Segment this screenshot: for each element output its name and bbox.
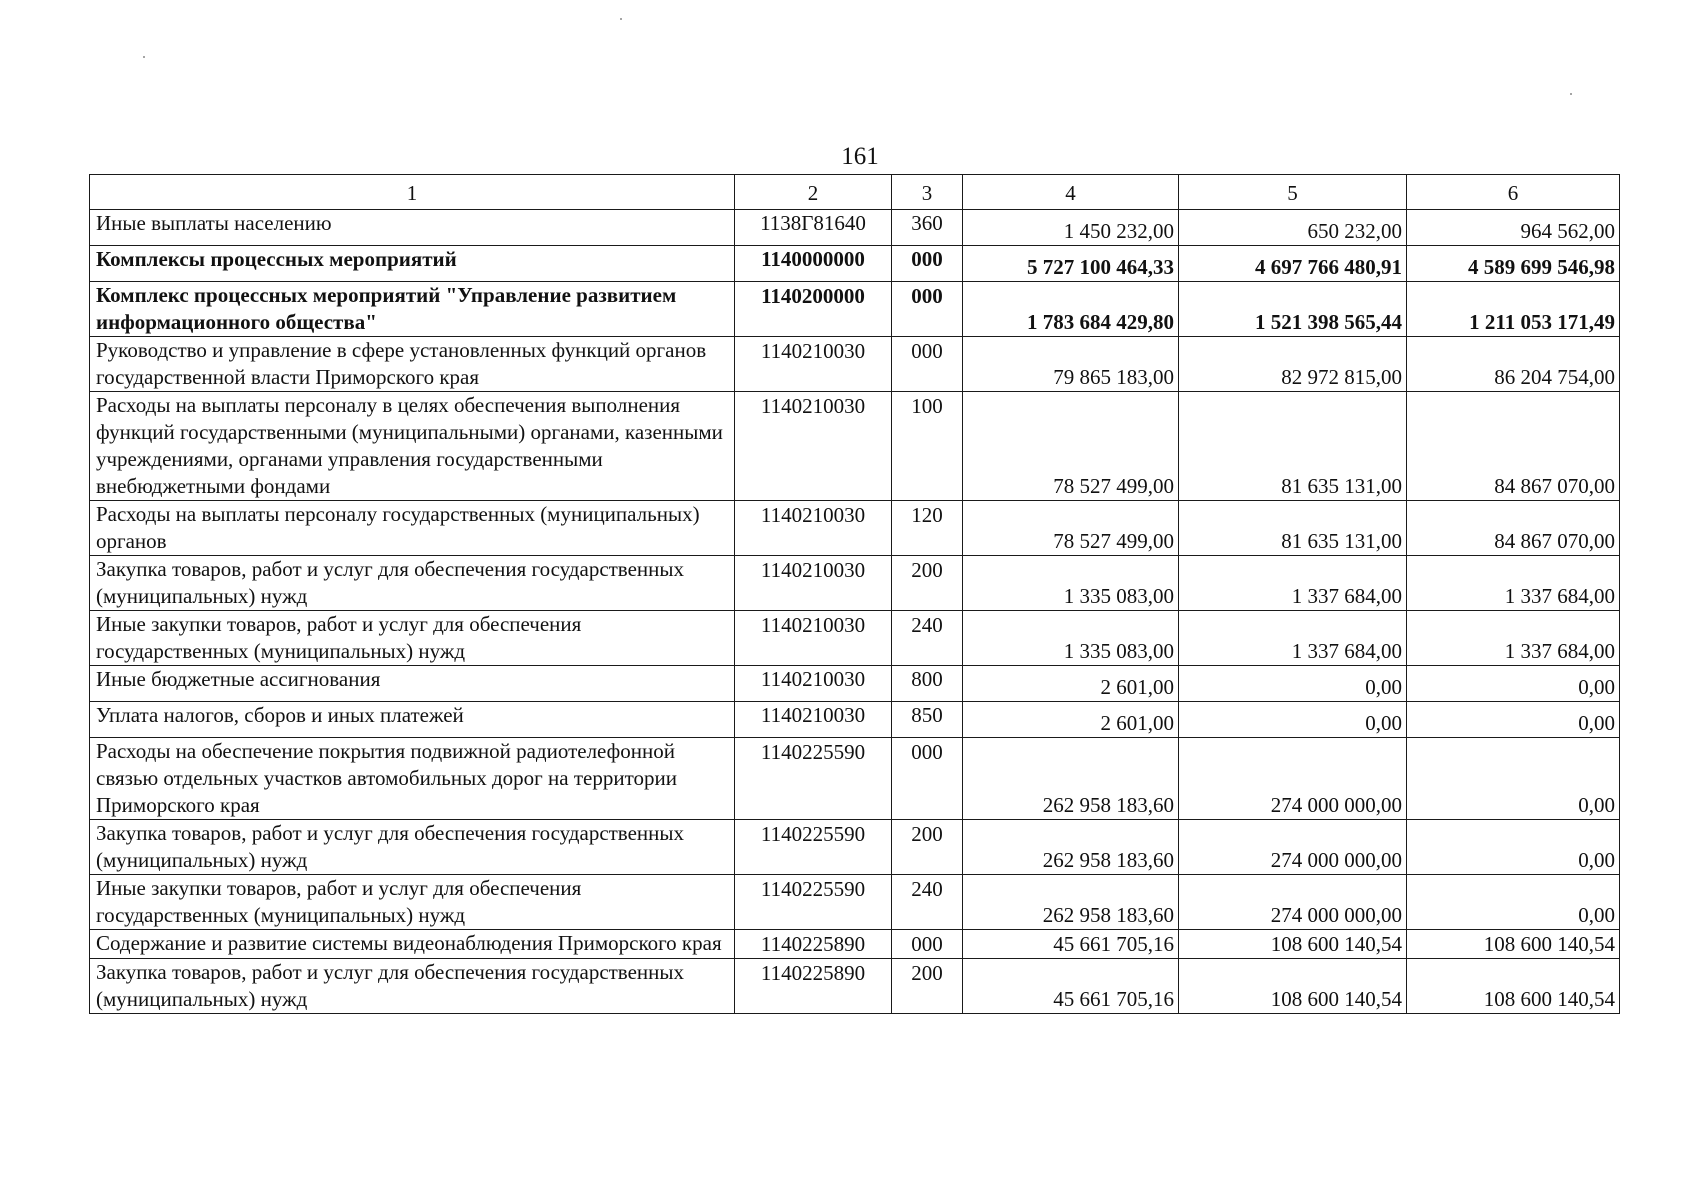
row-amount-col5: 1 337 684,00 bbox=[1179, 556, 1407, 611]
row-amount-col6: 0,00 bbox=[1407, 666, 1620, 702]
row-amount-col5: 1 521 398 565,44 bbox=[1179, 282, 1407, 337]
row-amount-col4: 1 335 083,00 bbox=[963, 611, 1179, 666]
row-code: 1140200000 bbox=[735, 282, 892, 337]
row-expense-type: 240 bbox=[892, 611, 963, 666]
row-name: Расходы на выплаты персоналу в целях обеспечения выполнения функций государственными (муниципальными) органами, казенными учреждениями, органами управления государственными внебюджетными фондами bbox=[90, 392, 735, 501]
table-row bbox=[90, 392, 1620, 501]
row-code: 1140210030 bbox=[735, 556, 892, 611]
row-amount-col4: 5 727 100 464,33 bbox=[963, 246, 1179, 282]
column-header: 6 bbox=[1407, 175, 1620, 210]
row-expense-type: 000 bbox=[892, 930, 963, 959]
row-amount-col5: 4 697 766 480,91 bbox=[1179, 246, 1407, 282]
table-row bbox=[90, 337, 1620, 392]
row-name: Комплексы процессных мероприятий bbox=[90, 246, 735, 282]
row-amount-col4: 45 661 705,16 bbox=[963, 930, 1179, 959]
row-amount-col6: 0,00 bbox=[1407, 738, 1620, 820]
row-expense-type: 360 bbox=[892, 210, 963, 246]
budget-table bbox=[89, 174, 1620, 1014]
row-name: Закупка товаров, работ и услуг для обеспечения государственных (муниципальных) нужд bbox=[90, 820, 735, 875]
row-expense-type: 240 bbox=[892, 875, 963, 930]
row-name: Иные закупки товаров, работ и услуг для обеспечения государственных (муниципальных) нужд bbox=[90, 611, 735, 666]
row-amount-col4: 262 958 183,60 bbox=[963, 820, 1179, 875]
column-header: 1 bbox=[90, 175, 735, 210]
row-amount-col4: 45 661 705,16 bbox=[963, 959, 1179, 1014]
row-amount-col5: 81 635 131,00 bbox=[1179, 501, 1407, 556]
row-amount-col6: 84 867 070,00 bbox=[1407, 392, 1620, 501]
row-amount-col5: 82 972 815,00 bbox=[1179, 337, 1407, 392]
row-amount-col4: 262 958 183,60 bbox=[963, 738, 1179, 820]
row-code: 1140210030 bbox=[735, 666, 892, 702]
row-amount-col5: 81 635 131,00 bbox=[1179, 392, 1407, 501]
table-row bbox=[90, 666, 1620, 702]
row-amount-col5: 108 600 140,54 bbox=[1179, 959, 1407, 1014]
row-code: 1140225590 bbox=[735, 875, 892, 930]
column-header: 3 bbox=[892, 175, 963, 210]
row-name: Иные закупки товаров, работ и услуг для обеспечения государственных (муниципальных) нужд bbox=[90, 875, 735, 930]
row-code: 1140210030 bbox=[735, 392, 892, 501]
column-header: 5 bbox=[1179, 175, 1407, 210]
table-row bbox=[90, 930, 1620, 959]
row-amount-col6: 1 337 684,00 bbox=[1407, 611, 1620, 666]
row-amount-col6: 1 337 684,00 bbox=[1407, 556, 1620, 611]
row-expense-type: 000 bbox=[892, 282, 963, 337]
row-name: Закупка товаров, работ и услуг для обеспечения государственных (муниципальных) нужд bbox=[90, 959, 735, 1014]
row-amount-col6: 84 867 070,00 bbox=[1407, 501, 1620, 556]
table-row bbox=[90, 738, 1620, 820]
row-amount-col4: 78 527 499,00 bbox=[963, 392, 1179, 501]
row-expense-type: 200 bbox=[892, 959, 963, 1014]
table-row bbox=[90, 875, 1620, 930]
row-code: 1140210030 bbox=[735, 337, 892, 392]
row-amount-col6: 1 211 053 171,49 bbox=[1407, 282, 1620, 337]
row-code: 1140225890 bbox=[735, 959, 892, 1014]
row-amount-col4: 79 865 183,00 bbox=[963, 337, 1179, 392]
row-amount-col4: 1 783 684 429,80 bbox=[963, 282, 1179, 337]
row-code: 1140000000 bbox=[735, 246, 892, 282]
row-amount-col6: 86 204 754,00 bbox=[1407, 337, 1620, 392]
row-name: Руководство и управление в сфере установленных функций органов государственной власти Приморского края bbox=[90, 337, 735, 392]
row-expense-type: 850 bbox=[892, 702, 963, 738]
row-name: Уплата налогов, сборов и иных платежей bbox=[90, 702, 735, 738]
row-amount-col6: 108 600 140,54 bbox=[1407, 959, 1620, 1014]
row-code: 1140210030 bbox=[735, 501, 892, 556]
table-row bbox=[90, 820, 1620, 875]
row-name: Иные бюджетные ассигнования bbox=[90, 666, 735, 702]
table-row bbox=[90, 702, 1620, 738]
table-row bbox=[90, 501, 1620, 556]
row-amount-col6: 0,00 bbox=[1407, 820, 1620, 875]
table-row bbox=[90, 246, 1620, 282]
row-amount-col6: 108 600 140,54 bbox=[1407, 930, 1620, 959]
row-expense-type: 120 bbox=[892, 501, 963, 556]
row-amount-col6: 0,00 bbox=[1407, 875, 1620, 930]
scan-speck bbox=[143, 56, 145, 58]
row-amount-col4: 1 450 232,00 bbox=[963, 210, 1179, 246]
page-number: 161 bbox=[841, 143, 879, 170]
row-amount-col5: 0,00 bbox=[1179, 666, 1407, 702]
row-expense-type: 100 bbox=[892, 392, 963, 501]
scan-speck bbox=[620, 18, 622, 20]
row-amount-col4: 262 958 183,60 bbox=[963, 875, 1179, 930]
row-code: 1140210030 bbox=[735, 702, 892, 738]
table-header-row bbox=[90, 175, 1620, 210]
row-code: 1140225590 bbox=[735, 820, 892, 875]
row-expense-type: 800 bbox=[892, 666, 963, 702]
row-amount-col5: 274 000 000,00 bbox=[1179, 875, 1407, 930]
row-amount-col5: 108 600 140,54 bbox=[1179, 930, 1407, 959]
row-amount-col5: 274 000 000,00 bbox=[1179, 820, 1407, 875]
row-code: 1140210030 bbox=[735, 611, 892, 666]
table-row bbox=[90, 959, 1620, 1014]
row-name: Расходы на обеспечение покрытия подвижной радиотелефонной связью отдельных участков автомобильных дорог на территории Приморского края bbox=[90, 738, 735, 820]
row-amount-col5: 1 337 684,00 bbox=[1179, 611, 1407, 666]
row-amount-col6: 964 562,00 bbox=[1407, 210, 1620, 246]
row-amount-col6: 4 589 699 546,98 bbox=[1407, 246, 1620, 282]
row-amount-col6: 0,00 bbox=[1407, 702, 1620, 738]
row-amount-col4: 78 527 499,00 bbox=[963, 501, 1179, 556]
row-expense-type: 200 bbox=[892, 556, 963, 611]
table-row bbox=[90, 556, 1620, 611]
row-code: 1140225590 bbox=[735, 738, 892, 820]
table-row bbox=[90, 210, 1620, 246]
row-name: Иные выплаты населению bbox=[90, 210, 735, 246]
column-header: 2 bbox=[735, 175, 892, 210]
row-expense-type: 000 bbox=[892, 738, 963, 820]
row-expense-type: 000 bbox=[892, 337, 963, 392]
row-amount-col5: 274 000 000,00 bbox=[1179, 738, 1407, 820]
row-amount-col4: 1 335 083,00 bbox=[963, 556, 1179, 611]
row-name: Содержание и развитие системы видеонаблюдения Приморского края bbox=[90, 930, 735, 959]
row-code: 1140225890 bbox=[735, 930, 892, 959]
table-row bbox=[90, 611, 1620, 666]
row-amount-col5: 0,00 bbox=[1179, 702, 1407, 738]
scan-speck bbox=[1570, 93, 1572, 95]
row-amount-col4: 2 601,00 bbox=[963, 666, 1179, 702]
row-expense-type: 000 bbox=[892, 246, 963, 282]
row-amount-col5: 650 232,00 bbox=[1179, 210, 1407, 246]
table-row bbox=[90, 282, 1620, 337]
row-name: Расходы на выплаты персоналу государственных (муниципальных) органов bbox=[90, 501, 735, 556]
row-name: Комплекс процессных мероприятий "Управление развитием информационного общества" bbox=[90, 282, 735, 337]
row-code: 1138Г81640 bbox=[735, 210, 892, 246]
row-expense-type: 200 bbox=[892, 820, 963, 875]
column-header: 4 bbox=[963, 175, 1179, 210]
row-amount-col4: 2 601,00 bbox=[963, 702, 1179, 738]
row-name: Закупка товаров, работ и услуг для обеспечения государственных (муниципальных) нужд bbox=[90, 556, 735, 611]
